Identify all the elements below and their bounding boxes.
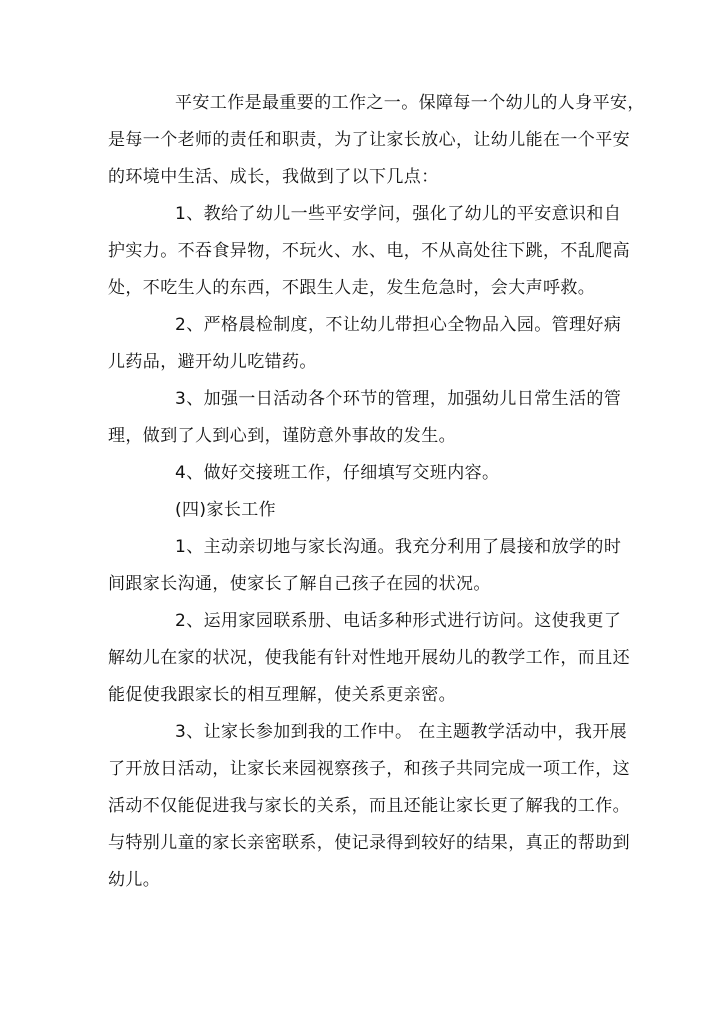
text-line: 间跟家长沟通，使家长了解自己孩子在园的状况。 [108, 574, 491, 594]
document-body [108, 85, 645, 899]
text-line: 了开放日活动，让家长来园视察孩子，和孩子共同完成一项工作，这 [108, 759, 630, 779]
text-line: 能促使我跟家长的相互理解，使关系更亲密。 [108, 685, 456, 705]
text-line: 3、加强一日活动各个环节的管理，加强幼儿日常生活的管 [175, 389, 622, 409]
text-line: 1、教给了幼儿一些平安学问，强化了幼儿的平安意识和自 [175, 204, 622, 224]
text-line: 2、严格晨检制度，不让幼儿带担心全物品入园。管理好病 [175, 315, 622, 335]
text-line: (四)家长工作 [175, 500, 277, 520]
text-line: 解幼儿在家的状况，使我能有针对性地开展幼儿的教学工作，而且还 [108, 648, 630, 668]
text-line: 护实力。不吞食异物，不玩火、水、电，不从高处往下跳，不乱爬高 [108, 241, 630, 261]
text-line: 理，做到了人到心到，谨防意外事故的发生。 [108, 426, 456, 446]
text-line: 平安工作是最重要的工作之一。保障每一个幼儿的人身平安， [175, 93, 645, 113]
text-line: 1、主动亲切地与家长沟通。我充分利用了晨接和放学的时 [175, 537, 622, 557]
text-line: 是每一个老师的责任和职责，为了让家长放心，让幼儿能在一个平安 [108, 130, 630, 150]
text-line: 4、做好交接班工作，仔细填写交班内容。 [175, 463, 500, 483]
text-line: 与特别儿童的家长亲密联系，使记录得到较好的结果，真正的帮助到 [108, 833, 630, 853]
text-line: 活动不仅能促进我与家长的关系，而且还能让家长更了解我的工作。 [108, 796, 630, 816]
text-line: 2、运用家园联系册、电话多种形式进行访问。这使我更了 [175, 611, 622, 631]
text-line: 儿药品，避开幼儿吃错药。 [108, 352, 317, 372]
text-line: 的环境中生活、成长，我做到了以下几点： [108, 167, 439, 187]
text-line: 3、让家长参加到我的工作中。 在主题教学活动中，我开展 [175, 722, 628, 742]
text-line: 处，不吃生人的东西，不跟生人走，发生危急时，会大声呼救。 [108, 278, 596, 298]
text-line: 幼儿。 [108, 870, 161, 890]
